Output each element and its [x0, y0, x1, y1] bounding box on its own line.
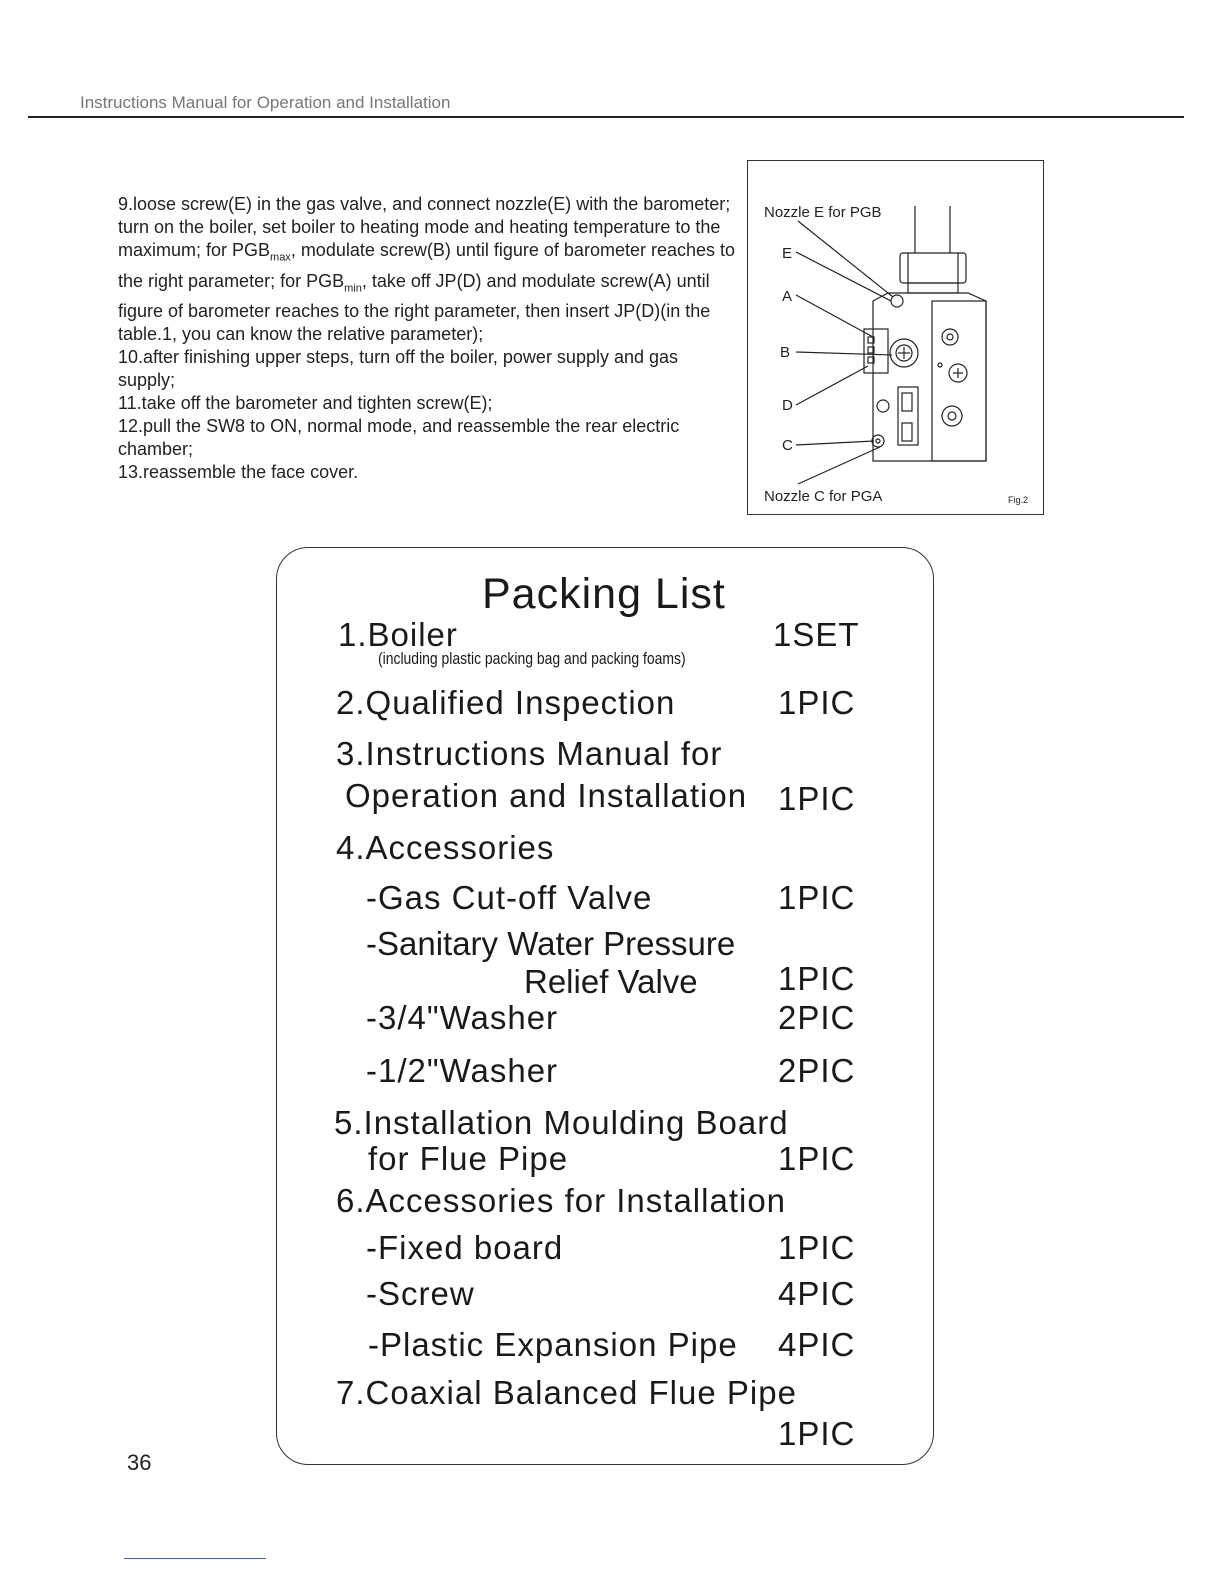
step-9 — [118, 193, 738, 346]
item-boiler: 1.Boiler — [338, 616, 458, 653]
figure-caption: Fig.2 — [1008, 495, 1029, 505]
page-number: 36 — [127, 1450, 152, 1475]
item-gas-cutoff-valve: -Gas Cut-off Valve — [366, 879, 653, 916]
step-9-text-c: , take off JP(D) and modulate screw(A) until figure of barometer reaches to the right parameter, then insert JP(D)(in the table.1, you can know the relative parameter); — [118, 270, 711, 345]
qty-fixed-board: 1PIC — [778, 1229, 856, 1266]
step-9-sub-max: max — [270, 251, 291, 264]
item-washer-34: -3/4"Washer — [366, 999, 559, 1036]
item-accessories: 4.Accessories — [336, 829, 555, 866]
running-header: Instructions Manual for Operation and Installation — [80, 93, 451, 112]
letter-a: A — [782, 288, 793, 305]
instruction-steps — [118, 193, 738, 484]
step-12: 12.pull the SW8 to ON, normal mode, and reassemble the rear electric chamber; — [118, 416, 680, 460]
letter-c: C — [782, 437, 793, 454]
label-nozzle-e: Nozzle E for PGB — [764, 204, 882, 221]
item-installation-accessories: 6.Accessories for Installation — [336, 1182, 787, 1219]
item-coaxial-flue-pipe: 7.Coaxial Balanced Flue Pipe — [336, 1374, 797, 1411]
qty-plastic-expansion-pipe: 4PIC — [778, 1326, 856, 1363]
item-washer-12: -1/2"Washer — [366, 1052, 559, 1089]
qty-screw: 4PIC — [778, 1275, 856, 1312]
item-moulding-board-line1: 5.Installation Moulding Board — [334, 1104, 789, 1141]
packing-list-title: Packing List — [482, 570, 726, 618]
letter-b: B — [780, 344, 791, 361]
item-manual-line2: Operation and Installation — [345, 777, 748, 814]
header-rule — [28, 116, 1184, 118]
qty-gas-cutoff-valve: 1PIC — [778, 879, 856, 916]
qty-manual: 1PIC — [778, 780, 856, 817]
qty-boiler: 1SET — [773, 616, 860, 653]
item-qualified-inspection: 2.Qualified Inspection — [336, 684, 676, 721]
letter-d: D — [782, 397, 793, 414]
footer-blue-line — [124, 1558, 266, 1559]
qty-coaxial-flue-pipe: 1PIC — [778, 1415, 856, 1452]
item-screw: -Screw — [366, 1275, 475, 1312]
step-11: 11.take off the barometer and tighten screw(E); — [118, 393, 493, 414]
gas-valve-drawing — [748, 161, 1045, 516]
item-manual-line1: 3.Instructions Manual for — [336, 735, 723, 772]
item-moulding-board-line2: for Flue Pipe — [368, 1140, 569, 1177]
boiler-note: (including plastic packing bag and packing foams) — [378, 649, 686, 668]
step-9-text-a: 9.loose screw(E) in the gas valve, and connect nozzle(E) with the barometer; turn on the boiler, set boiler to heating mode and heating temperature to the maximum; for PGB — [118, 194, 731, 260]
label-nozzle-c: Nozzle C for PGA — [764, 488, 883, 505]
letter-e: E — [782, 245, 793, 262]
item-fixed-board: -Fixed board — [366, 1229, 564, 1266]
gas-valve-figure — [747, 160, 1044, 515]
step-13: 13.reassemble the face cover. — [118, 462, 359, 483]
step-10: 10.after finishing upper steps, turn off the boiler, power supply and gas supply; — [118, 347, 679, 391]
qty-washer-12: 2PIC — [778, 1052, 856, 1089]
item-plastic-expansion-pipe: -Plastic Expansion Pipe — [368, 1326, 738, 1363]
item-sanitary-valve-line1: -Sanitary Water Pressure — [366, 925, 736, 962]
qty-washer-34: 2PIC — [778, 999, 856, 1036]
qty-sanitary-valve: 1PIC — [778, 960, 856, 997]
qty-qualified-inspection: 1PIC — [778, 684, 856, 721]
step-9-text-b: , modulate screw(B) until figure of barometer reaches to the right parameter; for PGB — [118, 240, 736, 291]
qty-moulding-board: 1PIC — [778, 1140, 856, 1177]
step-9-sub-min: min — [344, 282, 362, 295]
item-sanitary-valve-line2: Relief Valve — [524, 963, 698, 1000]
